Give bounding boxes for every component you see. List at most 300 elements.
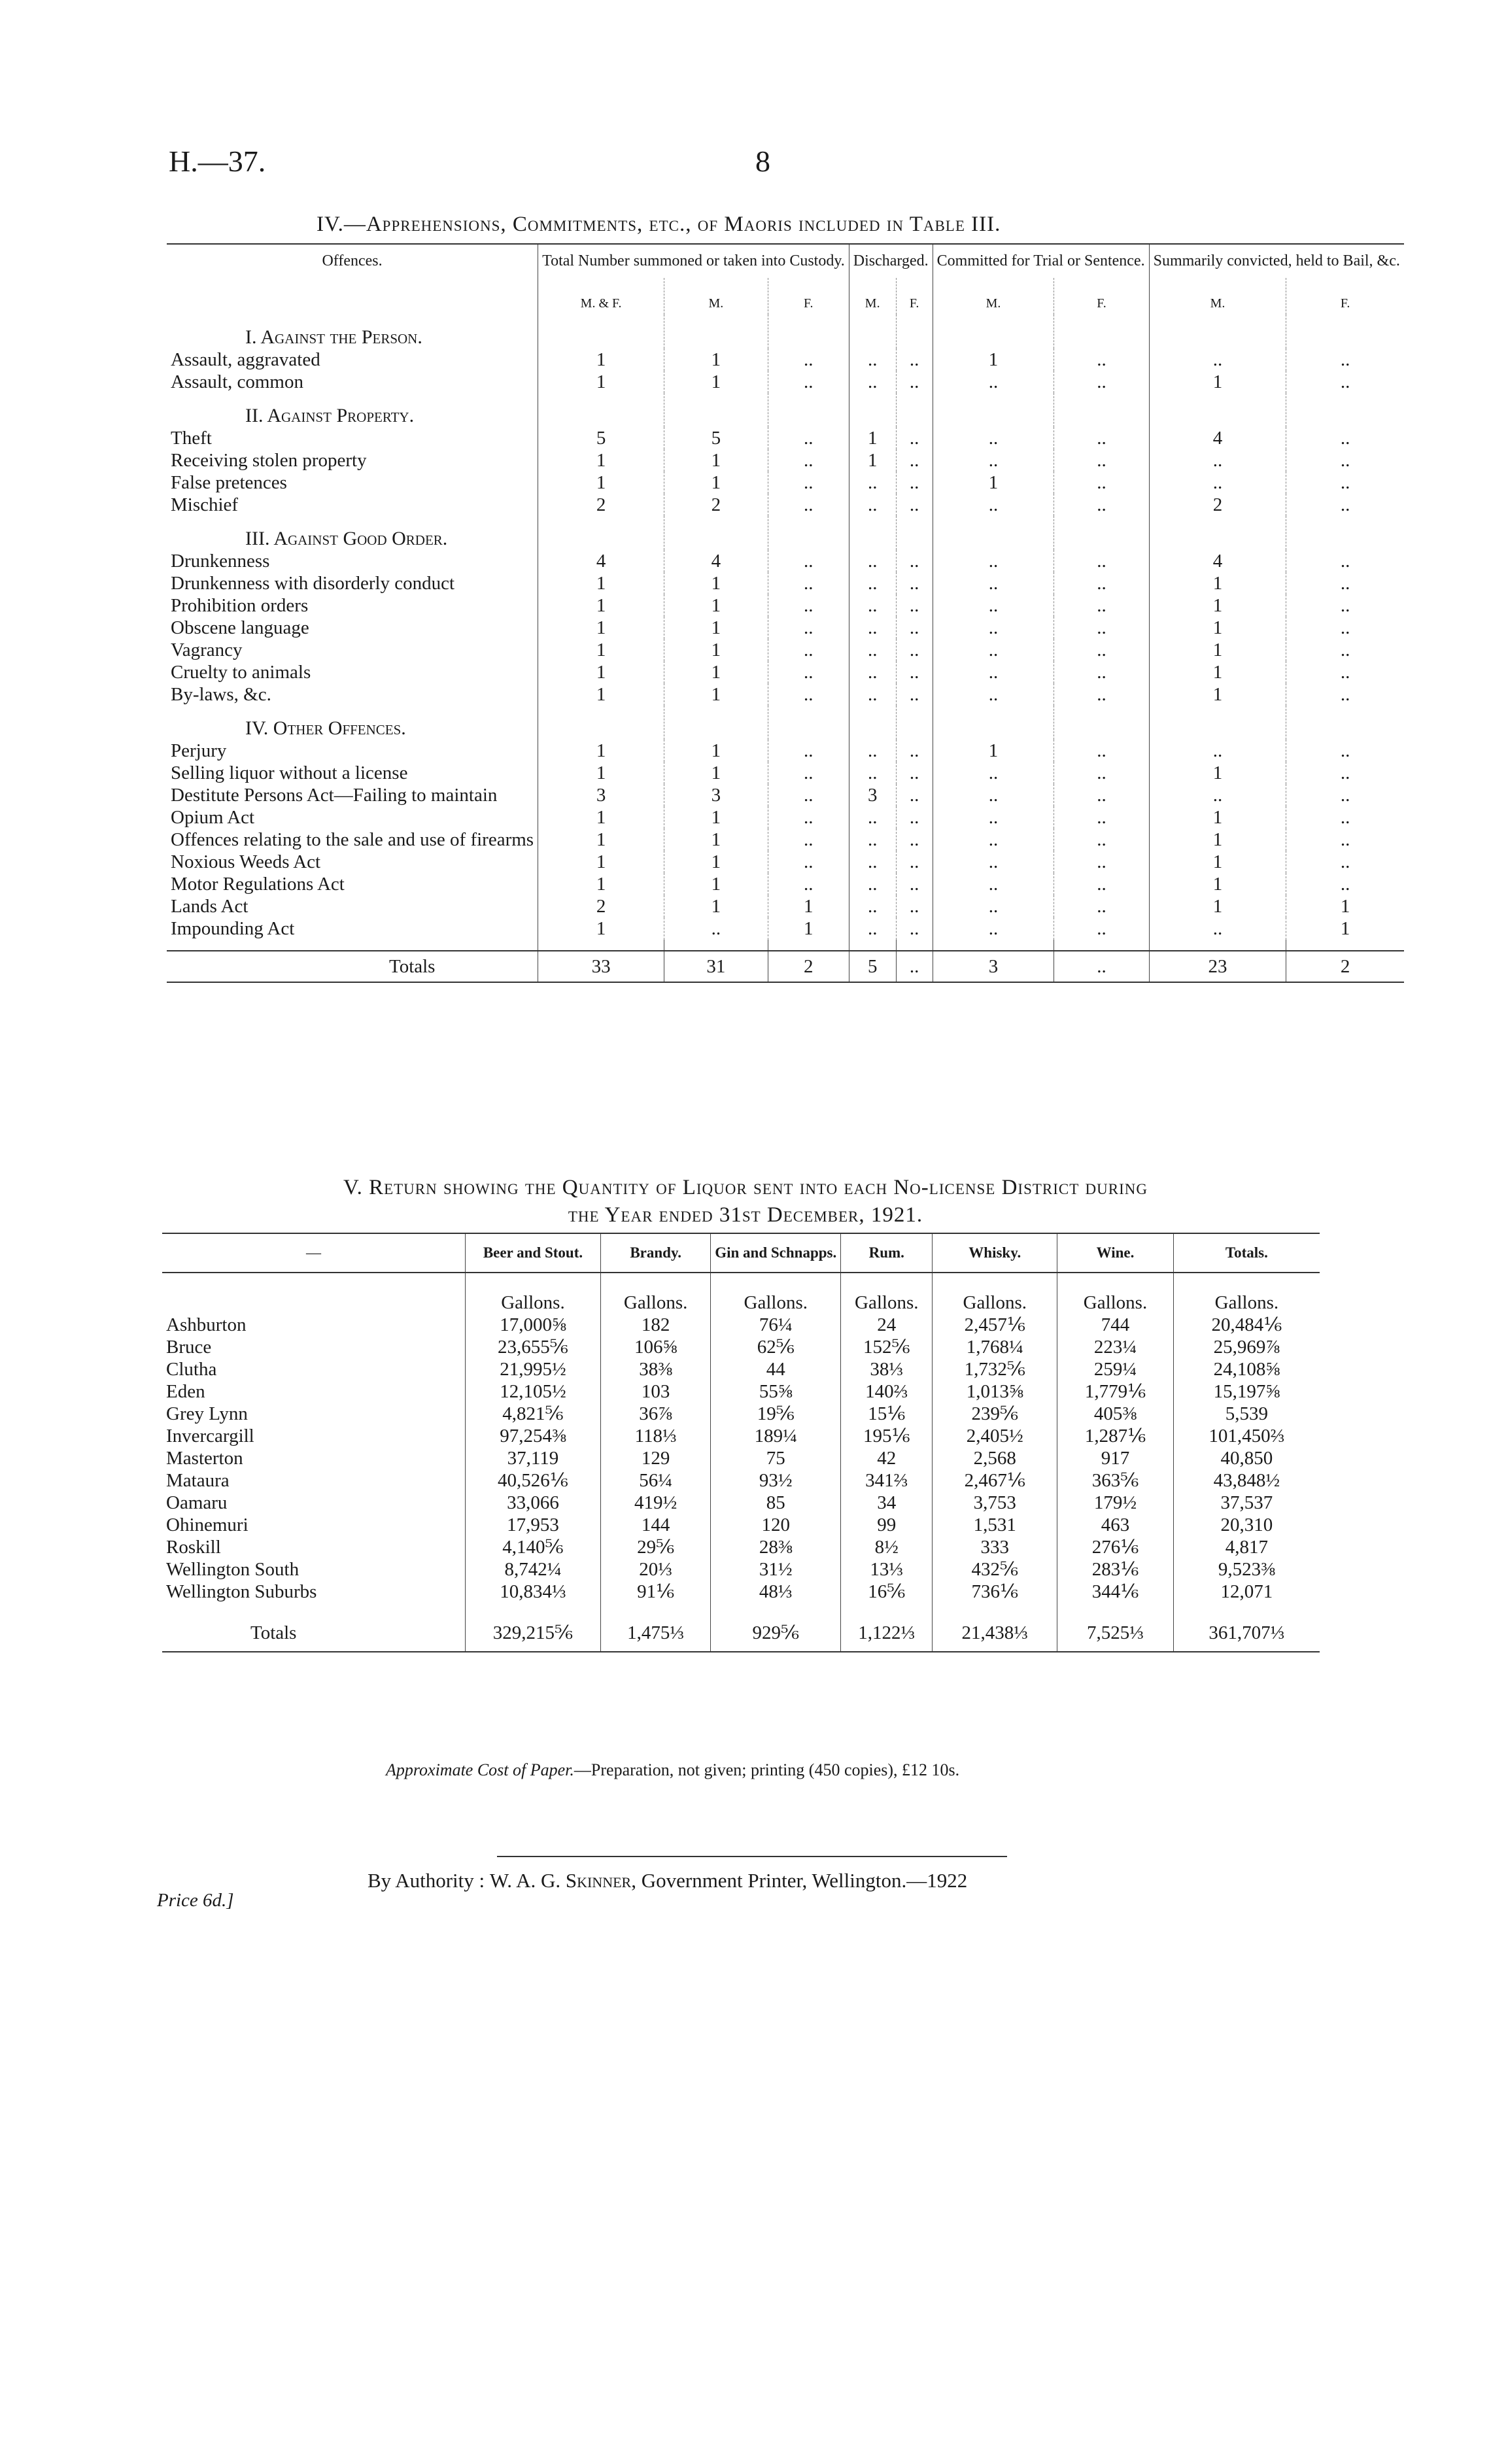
value-cell: .. bbox=[849, 494, 896, 516]
value-cell: 189¼ bbox=[711, 1425, 841, 1447]
value-cell: 405⅜ bbox=[1057, 1403, 1174, 1425]
value-cell: .. bbox=[768, 661, 849, 683]
table-row bbox=[162, 1314, 1320, 1336]
table-row bbox=[167, 617, 1404, 639]
col-summarily: Summarily convicted, held to Bail, &c. bbox=[1149, 244, 1404, 278]
value-cell: .. bbox=[896, 572, 933, 594]
offence-label: Offences relating to the sale and use of firearms bbox=[171, 829, 534, 850]
table5-col-header: Totals. bbox=[1173, 1233, 1320, 1273]
value-cell: .. bbox=[768, 471, 849, 494]
value-cell: 1 bbox=[664, 806, 768, 829]
totals-label: Totals bbox=[250, 1622, 297, 1643]
value-cell: .. bbox=[933, 917, 1054, 940]
value-cell: 20⅓ bbox=[601, 1558, 711, 1581]
totals-cell: 33 bbox=[538, 951, 664, 982]
value-cell: 33,066 bbox=[465, 1492, 600, 1514]
value-cell: .. bbox=[768, 349, 849, 371]
value-cell: 2,405½ bbox=[933, 1425, 1057, 1447]
totals-cell: 31 bbox=[664, 951, 768, 982]
table-row bbox=[167, 740, 1404, 762]
table5-col-header: Whisky. bbox=[933, 1233, 1057, 1273]
value-cell: 1 bbox=[538, 449, 664, 471]
section-heading: II. Against Property. bbox=[245, 405, 415, 426]
value-cell: 31½ bbox=[711, 1558, 841, 1581]
value-cell: 223¼ bbox=[1057, 1336, 1174, 1358]
subhdr-blank bbox=[167, 278, 538, 315]
district-label: Wellington South bbox=[166, 1559, 300, 1580]
subheader-cell: M. bbox=[1149, 278, 1286, 315]
value-cell: 744 bbox=[1057, 1314, 1174, 1336]
table5-col-header: Brandy. bbox=[601, 1233, 711, 1273]
value-cell: 1 bbox=[1149, 829, 1286, 851]
table-row bbox=[167, 427, 1404, 449]
value-cell: .. bbox=[1149, 784, 1286, 806]
value-cell: 17,000⅝ bbox=[465, 1314, 600, 1336]
value-cell: 276⅙ bbox=[1057, 1536, 1174, 1558]
value-cell: .. bbox=[896, 594, 933, 617]
value-cell: 1 bbox=[768, 917, 849, 940]
value-cell: .. bbox=[849, 639, 896, 661]
section-heading: I. Against the Person. bbox=[245, 326, 422, 348]
value-cell: 3 bbox=[849, 784, 896, 806]
value-cell: 1 bbox=[664, 471, 768, 494]
value-cell: 259¼ bbox=[1057, 1358, 1174, 1380]
table-row bbox=[167, 494, 1404, 516]
district-label: Masterton bbox=[166, 1448, 243, 1469]
table5-header-row bbox=[162, 1233, 1320, 1273]
table-row bbox=[167, 895, 1404, 917]
value-cell: 1,531 bbox=[933, 1514, 1057, 1536]
value-cell: .. bbox=[896, 762, 933, 784]
value-cell: 1 bbox=[1149, 661, 1286, 683]
district-label: Roskill bbox=[166, 1537, 221, 1558]
value-cell: 1 bbox=[1149, 572, 1286, 594]
section-spacer-cell bbox=[849, 393, 896, 427]
table-row bbox=[167, 550, 1404, 572]
value-cell: .. bbox=[933, 895, 1054, 917]
value-cell: 4 bbox=[1149, 550, 1286, 572]
table5-col-header: Wine. bbox=[1057, 1233, 1174, 1273]
value-cell: 1 bbox=[538, 873, 664, 895]
table5-grid bbox=[162, 1233, 1320, 1652]
value-cell: .. bbox=[849, 617, 896, 639]
value-cell: .. bbox=[1054, 471, 1149, 494]
value-cell: 463 bbox=[1057, 1514, 1174, 1536]
value-cell: 4 bbox=[1149, 427, 1286, 449]
unit-cell: Gallons. bbox=[465, 1273, 600, 1314]
value-cell: 1 bbox=[664, 639, 768, 661]
value-cell: 1 bbox=[1149, 371, 1286, 393]
value-cell: 1 bbox=[664, 449, 768, 471]
page-number: 8 bbox=[755, 145, 770, 178]
value-cell: 2,568 bbox=[933, 1447, 1057, 1469]
offence-label: Vagrancy bbox=[171, 640, 243, 660]
value-cell: .. bbox=[1286, 427, 1404, 449]
offence-label: Receiving stolen property bbox=[171, 450, 367, 471]
value-cell: .. bbox=[768, 617, 849, 639]
offence-label: Prohibition orders bbox=[171, 595, 309, 616]
value-cell: .. bbox=[933, 873, 1054, 895]
value-cell: .. bbox=[768, 740, 849, 762]
value-cell: .. bbox=[1286, 784, 1404, 806]
table5-body bbox=[162, 1273, 1320, 1652]
value-cell: 1 bbox=[1149, 617, 1286, 639]
value-cell: 1 bbox=[1149, 851, 1286, 873]
value-cell: 179½ bbox=[1057, 1492, 1174, 1514]
totals-cell: 361,707⅓ bbox=[1173, 1615, 1320, 1652]
table5-title-line1: V. Return showing the Quantity of Liquor sent into each No-license District during bbox=[343, 1176, 1148, 1199]
table-row bbox=[162, 1425, 1320, 1447]
value-cell: 1 bbox=[1286, 895, 1404, 917]
table5-totals-row bbox=[162, 1615, 1320, 1652]
printer-name: W. A. G. Skinner bbox=[489, 1869, 632, 1892]
offence-label: Lands Act bbox=[171, 896, 248, 917]
cost-footnote-text: —Preparation, not given; printing (450 copies), £12 10s. bbox=[574, 1760, 960, 1779]
value-cell: 1 bbox=[664, 740, 768, 762]
unit-cell: Gallons. bbox=[933, 1273, 1057, 1314]
section-spacer-cell bbox=[538, 393, 664, 427]
value-cell: .. bbox=[1054, 806, 1149, 829]
value-cell: 29⅚ bbox=[601, 1536, 711, 1558]
value-cell: 38⅜ bbox=[601, 1358, 711, 1380]
value-cell: .. bbox=[1054, 784, 1149, 806]
value-cell: 1 bbox=[538, 617, 664, 639]
value-cell: 1 bbox=[664, 829, 768, 851]
value-cell: .. bbox=[1286, 851, 1404, 873]
section-spacer-cell bbox=[1149, 516, 1286, 550]
section-spacer-cell bbox=[1149, 393, 1286, 427]
value-cell: .. bbox=[768, 427, 849, 449]
value-cell: 2,457⅙ bbox=[933, 1314, 1057, 1336]
section-spacer-cell bbox=[1286, 315, 1404, 349]
offence-label: Selling liquor without a license bbox=[171, 762, 408, 783]
table-row bbox=[167, 917, 1404, 940]
value-cell: 2 bbox=[1149, 494, 1286, 516]
value-cell: 1 bbox=[1149, 873, 1286, 895]
value-cell: 1 bbox=[664, 661, 768, 683]
value-cell: .. bbox=[849, 683, 896, 706]
section-spacer-cell bbox=[1054, 393, 1149, 427]
value-cell: 1 bbox=[538, 806, 664, 829]
totals-cell: 3 bbox=[933, 951, 1054, 982]
section-spacer-cell bbox=[896, 315, 933, 349]
value-cell: .. bbox=[933, 851, 1054, 873]
table4-title bbox=[317, 213, 1001, 237]
value-cell: 1 bbox=[538, 371, 664, 393]
table5-col-header: Gin and Schnapps. bbox=[711, 1233, 841, 1273]
value-cell: .. bbox=[1286, 661, 1404, 683]
value-cell: 1,779⅙ bbox=[1057, 1380, 1174, 1403]
value-cell: .. bbox=[1286, 572, 1404, 594]
value-cell: .. bbox=[933, 683, 1054, 706]
value-cell: 17,953 bbox=[465, 1514, 600, 1536]
table5-title bbox=[167, 1174, 1324, 1229]
value-cell: .. bbox=[849, 550, 896, 572]
value-cell: 341⅔ bbox=[841, 1469, 933, 1492]
value-cell: .. bbox=[896, 471, 933, 494]
totals-cell: 929⅚ bbox=[711, 1615, 841, 1652]
table-row bbox=[162, 1358, 1320, 1380]
value-cell: .. bbox=[1149, 471, 1286, 494]
value-cell: 3 bbox=[664, 784, 768, 806]
value-cell: .. bbox=[896, 617, 933, 639]
value-cell: .. bbox=[1286, 594, 1404, 617]
offence-label: Assault, common bbox=[171, 371, 303, 392]
value-cell: .. bbox=[1149, 449, 1286, 471]
value-cell: 93½ bbox=[711, 1469, 841, 1492]
value-cell: 144 bbox=[601, 1514, 711, 1536]
value-cell: 20,310 bbox=[1173, 1514, 1320, 1536]
totals-cell: 21,438⅓ bbox=[933, 1615, 1057, 1652]
value-cell: .. bbox=[933, 617, 1054, 639]
value-cell: .. bbox=[896, 371, 933, 393]
value-cell: 1 bbox=[1149, 639, 1286, 661]
value-cell: .. bbox=[1286, 449, 1404, 471]
value-cell: .. bbox=[768, 851, 849, 873]
value-cell: .. bbox=[1054, 639, 1149, 661]
section-spacer-cell bbox=[768, 706, 849, 740]
col-offences: Offences. bbox=[322, 252, 383, 269]
value-cell: .. bbox=[896, 349, 933, 371]
value-cell: .. bbox=[933, 806, 1054, 829]
value-cell: .. bbox=[933, 371, 1054, 393]
value-cell: .. bbox=[1286, 829, 1404, 851]
value-cell: 140⅔ bbox=[841, 1380, 933, 1403]
table-row bbox=[167, 784, 1404, 806]
value-cell: 12,105½ bbox=[465, 1380, 600, 1403]
value-cell: 917 bbox=[1057, 1447, 1174, 1469]
value-cell: .. bbox=[1149, 740, 1286, 762]
value-cell: .. bbox=[1286, 371, 1404, 393]
value-cell: .. bbox=[1054, 661, 1149, 683]
price-note: Price 6d.] bbox=[157, 1890, 234, 1911]
value-cell: .. bbox=[849, 572, 896, 594]
unit-cell: Gallons. bbox=[711, 1273, 841, 1314]
value-cell: 1 bbox=[538, 740, 664, 762]
section-spacer-cell bbox=[768, 393, 849, 427]
table-row bbox=[162, 1403, 1320, 1425]
value-cell: .. bbox=[1149, 917, 1286, 940]
table5-col-header: — bbox=[305, 1244, 321, 1261]
value-cell: .. bbox=[1286, 762, 1404, 784]
value-cell: 419½ bbox=[601, 1492, 711, 1514]
value-cell: .. bbox=[896, 829, 933, 851]
totals-cell: 329,215⅚ bbox=[465, 1615, 600, 1652]
value-cell: 99 bbox=[841, 1514, 933, 1536]
value-cell: 9,523⅜ bbox=[1173, 1558, 1320, 1581]
value-cell: 1 bbox=[664, 683, 768, 706]
value-cell: 1 bbox=[1149, 895, 1286, 917]
table-row bbox=[162, 1581, 1320, 1603]
value-cell: 20,484⅙ bbox=[1173, 1314, 1320, 1336]
value-cell: .. bbox=[849, 740, 896, 762]
value-cell: .. bbox=[1054, 873, 1149, 895]
value-cell: 1 bbox=[664, 371, 768, 393]
value-cell: 24,108⅝ bbox=[1173, 1358, 1320, 1380]
totals-cell: 7,525⅓ bbox=[1057, 1615, 1174, 1652]
value-cell: 1 bbox=[538, 594, 664, 617]
table5 bbox=[162, 1233, 1320, 1652]
value-cell: .. bbox=[1054, 617, 1149, 639]
value-cell: 36⅞ bbox=[601, 1403, 711, 1425]
value-cell: .. bbox=[896, 494, 933, 516]
value-cell: 44 bbox=[711, 1358, 841, 1380]
value-cell: .. bbox=[1054, 829, 1149, 851]
value-cell: 28⅜ bbox=[711, 1536, 841, 1558]
value-cell: .. bbox=[933, 762, 1054, 784]
value-cell: 37,537 bbox=[1173, 1492, 1320, 1514]
value-cell: 5 bbox=[664, 427, 768, 449]
value-cell: .. bbox=[1286, 806, 1404, 829]
section-spacer-cell bbox=[1286, 706, 1404, 740]
section-spacer-cell bbox=[768, 516, 849, 550]
table4-totals-row bbox=[167, 951, 1404, 982]
table-row bbox=[167, 851, 1404, 873]
value-cell: 5,539 bbox=[1173, 1403, 1320, 1425]
value-cell: 55⅝ bbox=[711, 1380, 841, 1403]
value-cell: 239⅚ bbox=[933, 1403, 1057, 1425]
table4-title-text: Apprehensions, Commitments, etc., of Maoris included in Table III. bbox=[366, 213, 1001, 236]
district-label: Invercargill bbox=[166, 1426, 254, 1446]
value-cell: .. bbox=[1286, 550, 1404, 572]
offence-label: Cruelty to animals bbox=[171, 662, 311, 683]
subheader-cell: F. bbox=[896, 278, 933, 315]
section-spacer-cell bbox=[896, 516, 933, 550]
table-row bbox=[167, 873, 1404, 895]
cost-footnote-label: Approximate Cost of Paper. bbox=[386, 1760, 574, 1779]
value-cell: .. bbox=[768, 784, 849, 806]
value-cell: 4,817 bbox=[1173, 1536, 1320, 1558]
table-row bbox=[167, 371, 1404, 393]
value-cell: 40,526⅙ bbox=[465, 1469, 600, 1492]
table5-spacer-row bbox=[162, 1603, 1320, 1615]
value-cell: .. bbox=[933, 661, 1054, 683]
table4 bbox=[167, 243, 1400, 983]
section-spacer-cell bbox=[933, 393, 1054, 427]
section-spacer-cell bbox=[1286, 393, 1404, 427]
value-cell: 62⅚ bbox=[711, 1336, 841, 1358]
section-spacer-cell bbox=[664, 393, 768, 427]
value-cell: 2 bbox=[664, 494, 768, 516]
value-cell: .. bbox=[768, 873, 849, 895]
section-heading: III. Against Good Order. bbox=[245, 528, 448, 549]
table4-subheader-row bbox=[167, 278, 1404, 315]
value-cell: 1 bbox=[538, 572, 664, 594]
value-cell: .. bbox=[1286, 683, 1404, 706]
unit-cell: Gallons. bbox=[1057, 1273, 1174, 1314]
value-cell: .. bbox=[1054, 449, 1149, 471]
value-cell: 34 bbox=[841, 1492, 933, 1514]
section-spacer-cell bbox=[1149, 315, 1286, 349]
value-cell: 8½ bbox=[841, 1536, 933, 1558]
value-cell: .. bbox=[896, 639, 933, 661]
offence-label: By-laws, &c. bbox=[171, 684, 271, 705]
section-spacer-cell bbox=[664, 706, 768, 740]
units-blank bbox=[162, 1273, 465, 1314]
value-cell: .. bbox=[1054, 349, 1149, 371]
value-cell: 103 bbox=[601, 1380, 711, 1403]
value-cell: 15,197⅝ bbox=[1173, 1380, 1320, 1403]
value-cell: .. bbox=[1054, 572, 1149, 594]
value-cell: .. bbox=[896, 661, 933, 683]
value-cell: 1 bbox=[664, 873, 768, 895]
table4-header-row bbox=[167, 244, 1404, 278]
value-cell: .. bbox=[768, 494, 849, 516]
totals-cell: 5 bbox=[849, 951, 896, 982]
value-cell: 1 bbox=[538, 639, 664, 661]
value-cell: 3 bbox=[538, 784, 664, 806]
value-cell: 1 bbox=[849, 449, 896, 471]
value-cell: .. bbox=[849, 594, 896, 617]
value-cell: 1 bbox=[664, 762, 768, 784]
value-cell: 15⅙ bbox=[841, 1403, 933, 1425]
value-cell: 8,742¼ bbox=[465, 1558, 600, 1581]
value-cell: .. bbox=[896, 895, 933, 917]
value-cell: 37,119 bbox=[465, 1447, 600, 1469]
section-spacer-cell bbox=[933, 516, 1054, 550]
value-cell: 4,821⅚ bbox=[465, 1403, 600, 1425]
value-cell: .. bbox=[1054, 762, 1149, 784]
offence-label: Destitute Persons Act—Failing to maintain bbox=[171, 785, 498, 806]
section-spacer-cell bbox=[1149, 706, 1286, 740]
value-cell: 19⅚ bbox=[711, 1403, 841, 1425]
value-cell: .. bbox=[768, 639, 849, 661]
value-cell: .. bbox=[1054, 851, 1149, 873]
section-spacer-cell bbox=[896, 706, 933, 740]
district-label: Wellington Suburbs bbox=[166, 1581, 317, 1602]
value-cell: 75 bbox=[711, 1447, 841, 1469]
value-cell: .. bbox=[1054, 550, 1149, 572]
value-cell: 85 bbox=[711, 1492, 841, 1514]
value-cell: 1,287⅙ bbox=[1057, 1425, 1174, 1447]
table-row bbox=[162, 1469, 1320, 1492]
district-label: Grey Lynn bbox=[166, 1403, 248, 1424]
offence-label: Assault, aggravated bbox=[171, 349, 320, 370]
value-cell: 4 bbox=[538, 550, 664, 572]
table-row bbox=[167, 594, 1404, 617]
value-cell: .. bbox=[768, 572, 849, 594]
table-row bbox=[167, 471, 1404, 494]
value-cell: .. bbox=[1286, 740, 1404, 762]
value-cell: .. bbox=[1286, 873, 1404, 895]
value-cell: 2 bbox=[538, 895, 664, 917]
totals-cell: .. bbox=[896, 951, 933, 982]
value-cell: 1 bbox=[849, 427, 896, 449]
value-cell: 48⅓ bbox=[711, 1581, 841, 1603]
totals-cell: .. bbox=[1054, 951, 1149, 982]
value-cell: 56¼ bbox=[601, 1469, 711, 1492]
value-cell: .. bbox=[849, 762, 896, 784]
value-cell: 16⅚ bbox=[841, 1581, 933, 1603]
value-cell: 21,995½ bbox=[465, 1358, 600, 1380]
value-cell: 1,013⅝ bbox=[933, 1380, 1057, 1403]
value-cell: 1 bbox=[1149, 683, 1286, 706]
section-spacer-cell bbox=[664, 315, 768, 349]
value-cell: 2 bbox=[538, 494, 664, 516]
district-label: Clutha bbox=[166, 1359, 217, 1380]
value-cell: .. bbox=[849, 851, 896, 873]
value-cell: 1 bbox=[933, 471, 1054, 494]
authority-rule bbox=[497, 1856, 1007, 1857]
section-spacer-cell bbox=[538, 516, 664, 550]
value-cell: .. bbox=[768, 449, 849, 471]
cost-footnote bbox=[386, 1760, 959, 1780]
offence-label: Noxious Weeds Act bbox=[171, 851, 321, 872]
value-cell: 23,655⅚ bbox=[465, 1336, 600, 1358]
unit-cell: Gallons. bbox=[601, 1273, 711, 1314]
totals-cell: 1,475⅓ bbox=[601, 1615, 711, 1652]
offence-label: False pretences bbox=[171, 472, 287, 493]
